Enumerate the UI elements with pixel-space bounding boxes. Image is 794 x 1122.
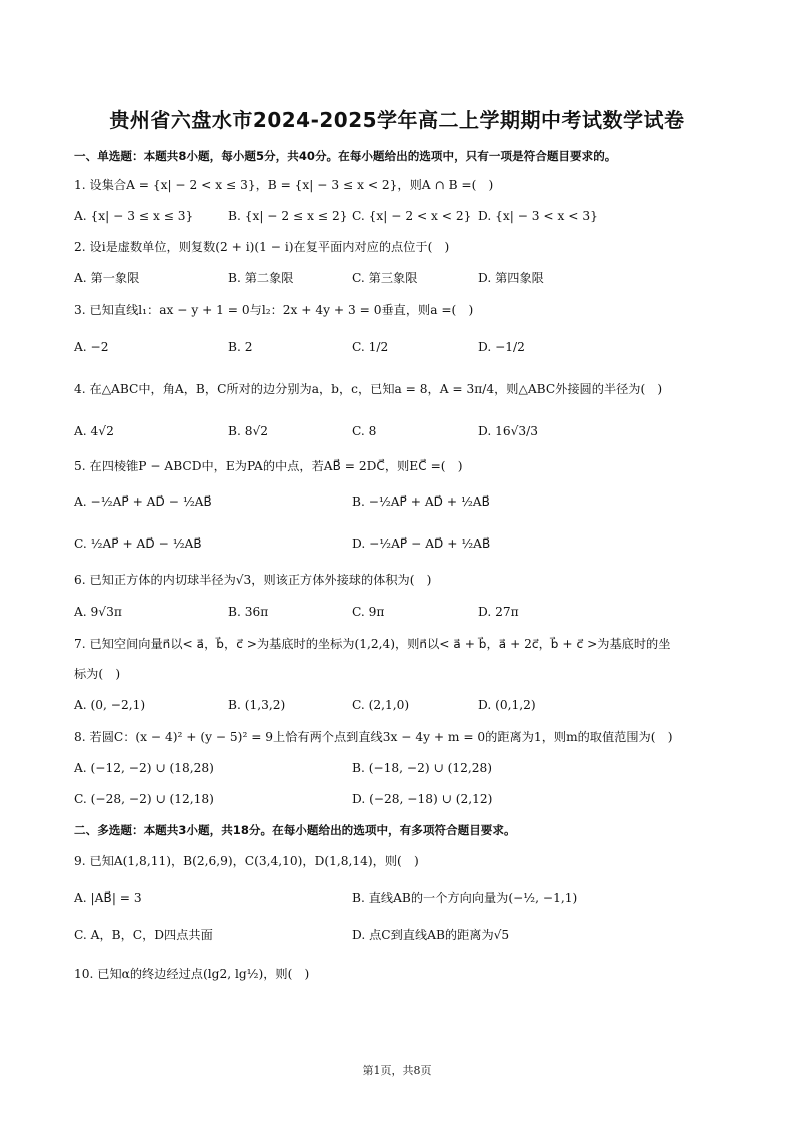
question-3-option-a: A. −2 xyxy=(74,340,109,354)
question-2-option-c: C. 第三象限 xyxy=(352,271,418,285)
question-9-option-d: D. 点C到直线AB的距离为√5 xyxy=(352,928,510,942)
question-7-stem: 7. 已知空间向量n⃗以< a⃗，b⃗，c⃗ >为基底时的坐标为(1,2,4)，则n⃗以< a⃗ + b⃗，a⃗ + 2c⃗，b⃗ + c⃗ >为基底时的坐 xyxy=(74,637,671,651)
question-1-option-b: B. {x| − 2 ≤ x ≤ 2} xyxy=(228,209,348,223)
question-4-option-b: B. 8√2 xyxy=(228,424,268,438)
question-7-option-b: B. (1,3,2) xyxy=(228,698,286,712)
question-5-option-c: C. ½AP⃗ + AD⃗ − ½AB⃗ xyxy=(74,537,202,551)
question-4-option-c: C. 8 xyxy=(352,424,377,438)
question-8-option-d: D. (−28, −18) ∪ (2,12) xyxy=(352,792,493,806)
exam-title: 贵州省六盘水市2024-2025学年高二上学期期中考试数学试卷 xyxy=(109,108,685,132)
question-4-option-a: A. 4√2 xyxy=(74,424,114,438)
question-4-option-d: D. 16√3/3 xyxy=(478,424,538,438)
page-footer: 第1页，共8页 xyxy=(362,1064,432,1077)
question-6-option-d: D. 27π xyxy=(478,605,519,619)
question-9-option-b: B. 直线AB的一个方向向量为(−½, −1,1) xyxy=(352,891,578,905)
question-3-option-d: D. −1/2 xyxy=(478,340,525,354)
question-6-stem: 6. 已知正方体的内切球半径为√3，则该正方体外接球的体积为( ) xyxy=(74,573,432,587)
question-5-option-d: D. −½AP⃗ − AD⃗ + ½AB⃗ xyxy=(352,537,491,551)
question-8-option-a: A. (−12, −2) ∪ (18,28) xyxy=(74,761,214,775)
question-8-stem: 8. 若圆C：(x − 4)² + (y − 5)² = 9上恰有两个点到直线3x − 4y + m = 0的距离为1，则m的取值范围为( ) xyxy=(74,730,673,744)
question-4-stem: 4. 在△ABC中，角A，B，C所对的边分别为a，b，c，已知a = 8，A = 3π/4，则△ABC外接圆的半径为( ) xyxy=(74,382,663,396)
question-2-stem: 2. 设i是虚数单位，则复数(2 + i)(1 − i)在复平面内对应的点位于( ) xyxy=(74,240,450,254)
question-5-option-b: B. −½AP⃗ + AD⃗ + ½AB⃗ xyxy=(352,495,490,509)
question-2-option-b: B. 第二象限 xyxy=(228,271,294,285)
question-7-option-d: D. (0,1,2) xyxy=(478,698,536,712)
question-5-stem: 5. 在四棱锥P − ABCD中，E为PA的中点，若AB⃗ = 2DC⃗，则EC⃗ =( ) xyxy=(74,459,463,473)
question-9-option-a: A. |AB⃗| = 3 xyxy=(74,891,142,905)
question-9-stem: 9. 已知A(1,8,11)，B(2,6,9)，C(3,4,10)，D(1,8,14)，则( ) xyxy=(74,854,419,868)
question-10-stem: 10. 已知α的终边经过点(lg2, lg½)，则( ) xyxy=(74,967,310,981)
question-1-option-a: A. {x| − 3 ≤ x ≤ 3} xyxy=(74,209,194,223)
question-7-option-c: C. (2,1,0) xyxy=(352,698,410,712)
question-9-option-c: C. A，B，C，D四点共面 xyxy=(74,928,213,942)
question-7-option-a: A. (0, −2,1) xyxy=(74,698,146,712)
question-3-option-b: B. 2 xyxy=(228,340,253,354)
question-1-option-c: C. {x| − 2 < x < 2} xyxy=(352,209,472,223)
question-8-option-c: C. (−28, −2) ∪ (12,18) xyxy=(74,792,214,806)
question-6-option-c: C. 9π xyxy=(352,605,385,619)
question-2-option-a: A. 第一象限 xyxy=(74,271,140,285)
question-7-stem-continued: 标为( ) xyxy=(74,667,121,681)
question-3-option-c: C. 1/2 xyxy=(352,340,389,354)
section-heading-multiple-choice: 二、多选题：本题共3小题，共18分。在每小题给出的选项中，有多项符合题目要求。 xyxy=(74,823,516,837)
question-1-stem: 1. 设集合A = {x| − 2 < x ≤ 3}，B = {x| − 3 ≤ x < 2}，则A ∩ B =( ) xyxy=(74,178,494,192)
question-5-option-a: A. −½AP⃗ + AD⃗ − ½AB⃗ xyxy=(74,495,212,509)
question-3-stem: 3. 已知直线l₁：ax − y + 1 = 0与l₂：2x + 4y + 3 = 0垂直，则a =( ) xyxy=(74,303,474,317)
question-2-option-d: D. 第四象限 xyxy=(478,271,544,285)
question-6-option-a: A. 9√3π xyxy=(74,605,122,619)
section-heading-single-choice: 一、单选题：本题共8小题，每小题5分，共40分。在每小题给出的选项中，只有一项是符合题目要求的。 xyxy=(74,149,617,163)
question-8-option-b: B. (−18, −2) ∪ (12,28) xyxy=(352,761,493,775)
question-6-option-b: B. 36π xyxy=(228,605,269,619)
question-1-option-d: D. {x| − 3 < x < 3} xyxy=(478,209,598,223)
